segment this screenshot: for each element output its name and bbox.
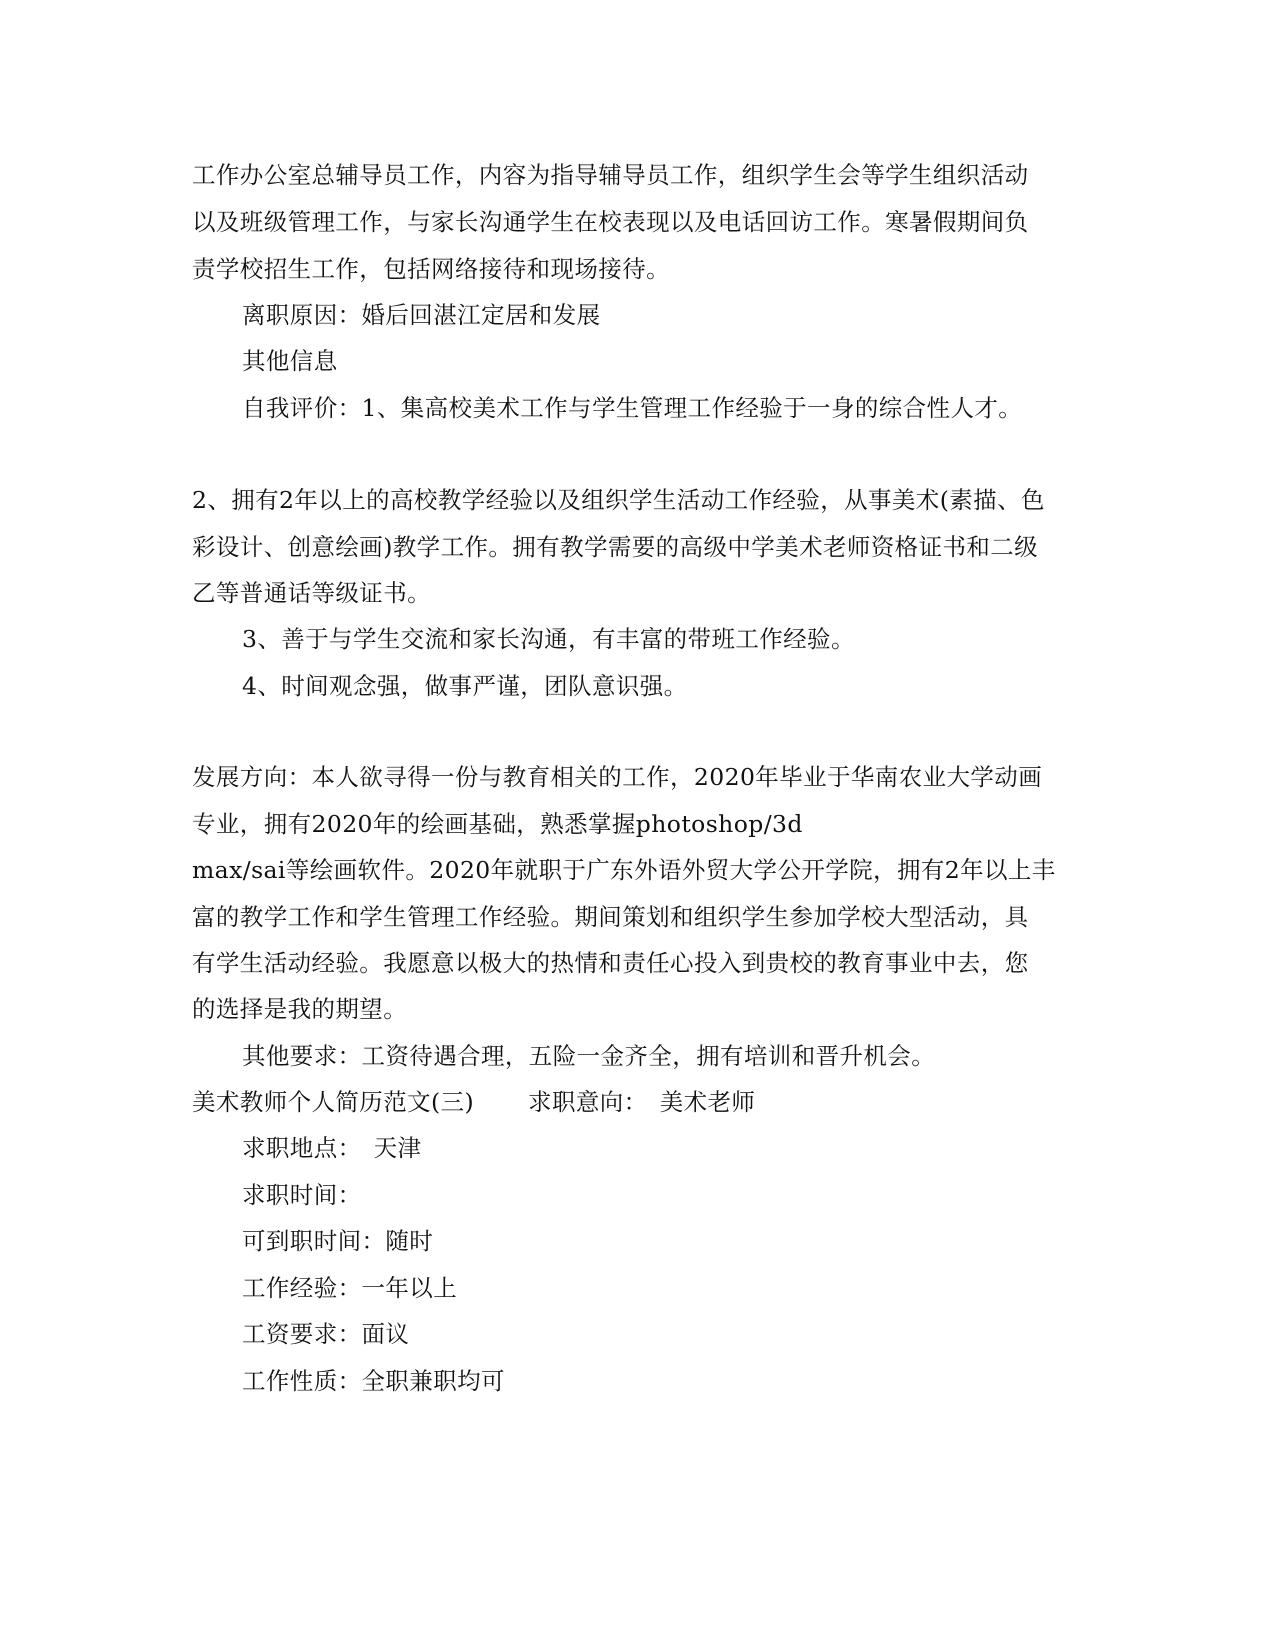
development-line: max/sai等绘画软件。2020年就职于广东外语外贸大学公开学院，拥有2年以上丰 bbox=[192, 856, 1056, 884]
development-line: 专业，拥有2020年的绘画基础，熟悉掌握photoshop/3d bbox=[192, 810, 803, 838]
job-intent: 求职意向： 美术老师 bbox=[528, 1088, 756, 1116]
development-line: 的选择是我的期望。 bbox=[192, 995, 408, 1023]
job-type: 工作性质：全职兼职均可 bbox=[242, 1367, 505, 1395]
development-line: 发展方向：本人欲寻得一份与教育相关的工作，2020年毕业于华南农业大学动画 bbox=[192, 763, 1043, 791]
evaluation-item-2-line: 彩设计、创意绘画)教学工作。拥有教学需要的高级中学美术老师资格证书和二级 bbox=[192, 533, 1039, 561]
development-line: 有学生活动经验。我愿意以极大的热情和责任心投入到贵校的教育事业中去，您 bbox=[192, 949, 1029, 977]
work-experience: 工作经验：一年以上 bbox=[242, 1274, 458, 1302]
evaluation-item-2-line: 乙等普通话等级证书。 bbox=[192, 579, 431, 607]
section-title-row bbox=[192, 1087, 755, 1117]
self-evaluation: 自我评价：1、集高校美术工作与学生管理工作经验于一身的综合性人才。 bbox=[242, 394, 1023, 422]
leave-reason: 离职原因：婚后回湛江定居和发展 bbox=[242, 301, 601, 329]
job-time: 求职时间： bbox=[242, 1181, 362, 1209]
other-requirements: 其他要求：工资待遇合理，五险一金齐全，拥有培训和晋升机会。 bbox=[242, 1042, 936, 1070]
paragraph-line: 责学校招生工作，包括网络接待和现场接待。 bbox=[192, 255, 670, 283]
section-title: 美术教师个人简历范文(三) bbox=[192, 1088, 475, 1116]
development-line: 富的教学工作和学生管理工作经验。期间策划和组织学生参加学校大型活动，具 bbox=[192, 903, 1029, 931]
salary-requirement: 工资要求：面议 bbox=[242, 1320, 410, 1348]
evaluation-item-2-line: 2、拥有2年以上的高校教学经验以及组织学生活动工作经验，从事美术(素描、色 bbox=[192, 486, 1045, 514]
paragraph-line: 工作办公室总辅导员工作，内容为指导辅导员工作，组织学生会等学生组织活动 bbox=[192, 161, 1029, 189]
evaluation-item-3: 3、善于与学生交流和家长沟通，有丰富的带班工作经验。 bbox=[242, 625, 855, 653]
evaluation-item-4: 4、时间观念强，做事严谨，团队意识强。 bbox=[242, 672, 688, 700]
paragraph-line: 以及班级管理工作，与家长沟通学生在校表现以及电话回访工作。寒暑假期间负 bbox=[192, 208, 1029, 236]
available-time: 可到职时间：随时 bbox=[242, 1227, 434, 1255]
job-location: 求职地点： 天津 bbox=[242, 1134, 422, 1162]
other-info-heading: 其他信息 bbox=[242, 347, 338, 375]
